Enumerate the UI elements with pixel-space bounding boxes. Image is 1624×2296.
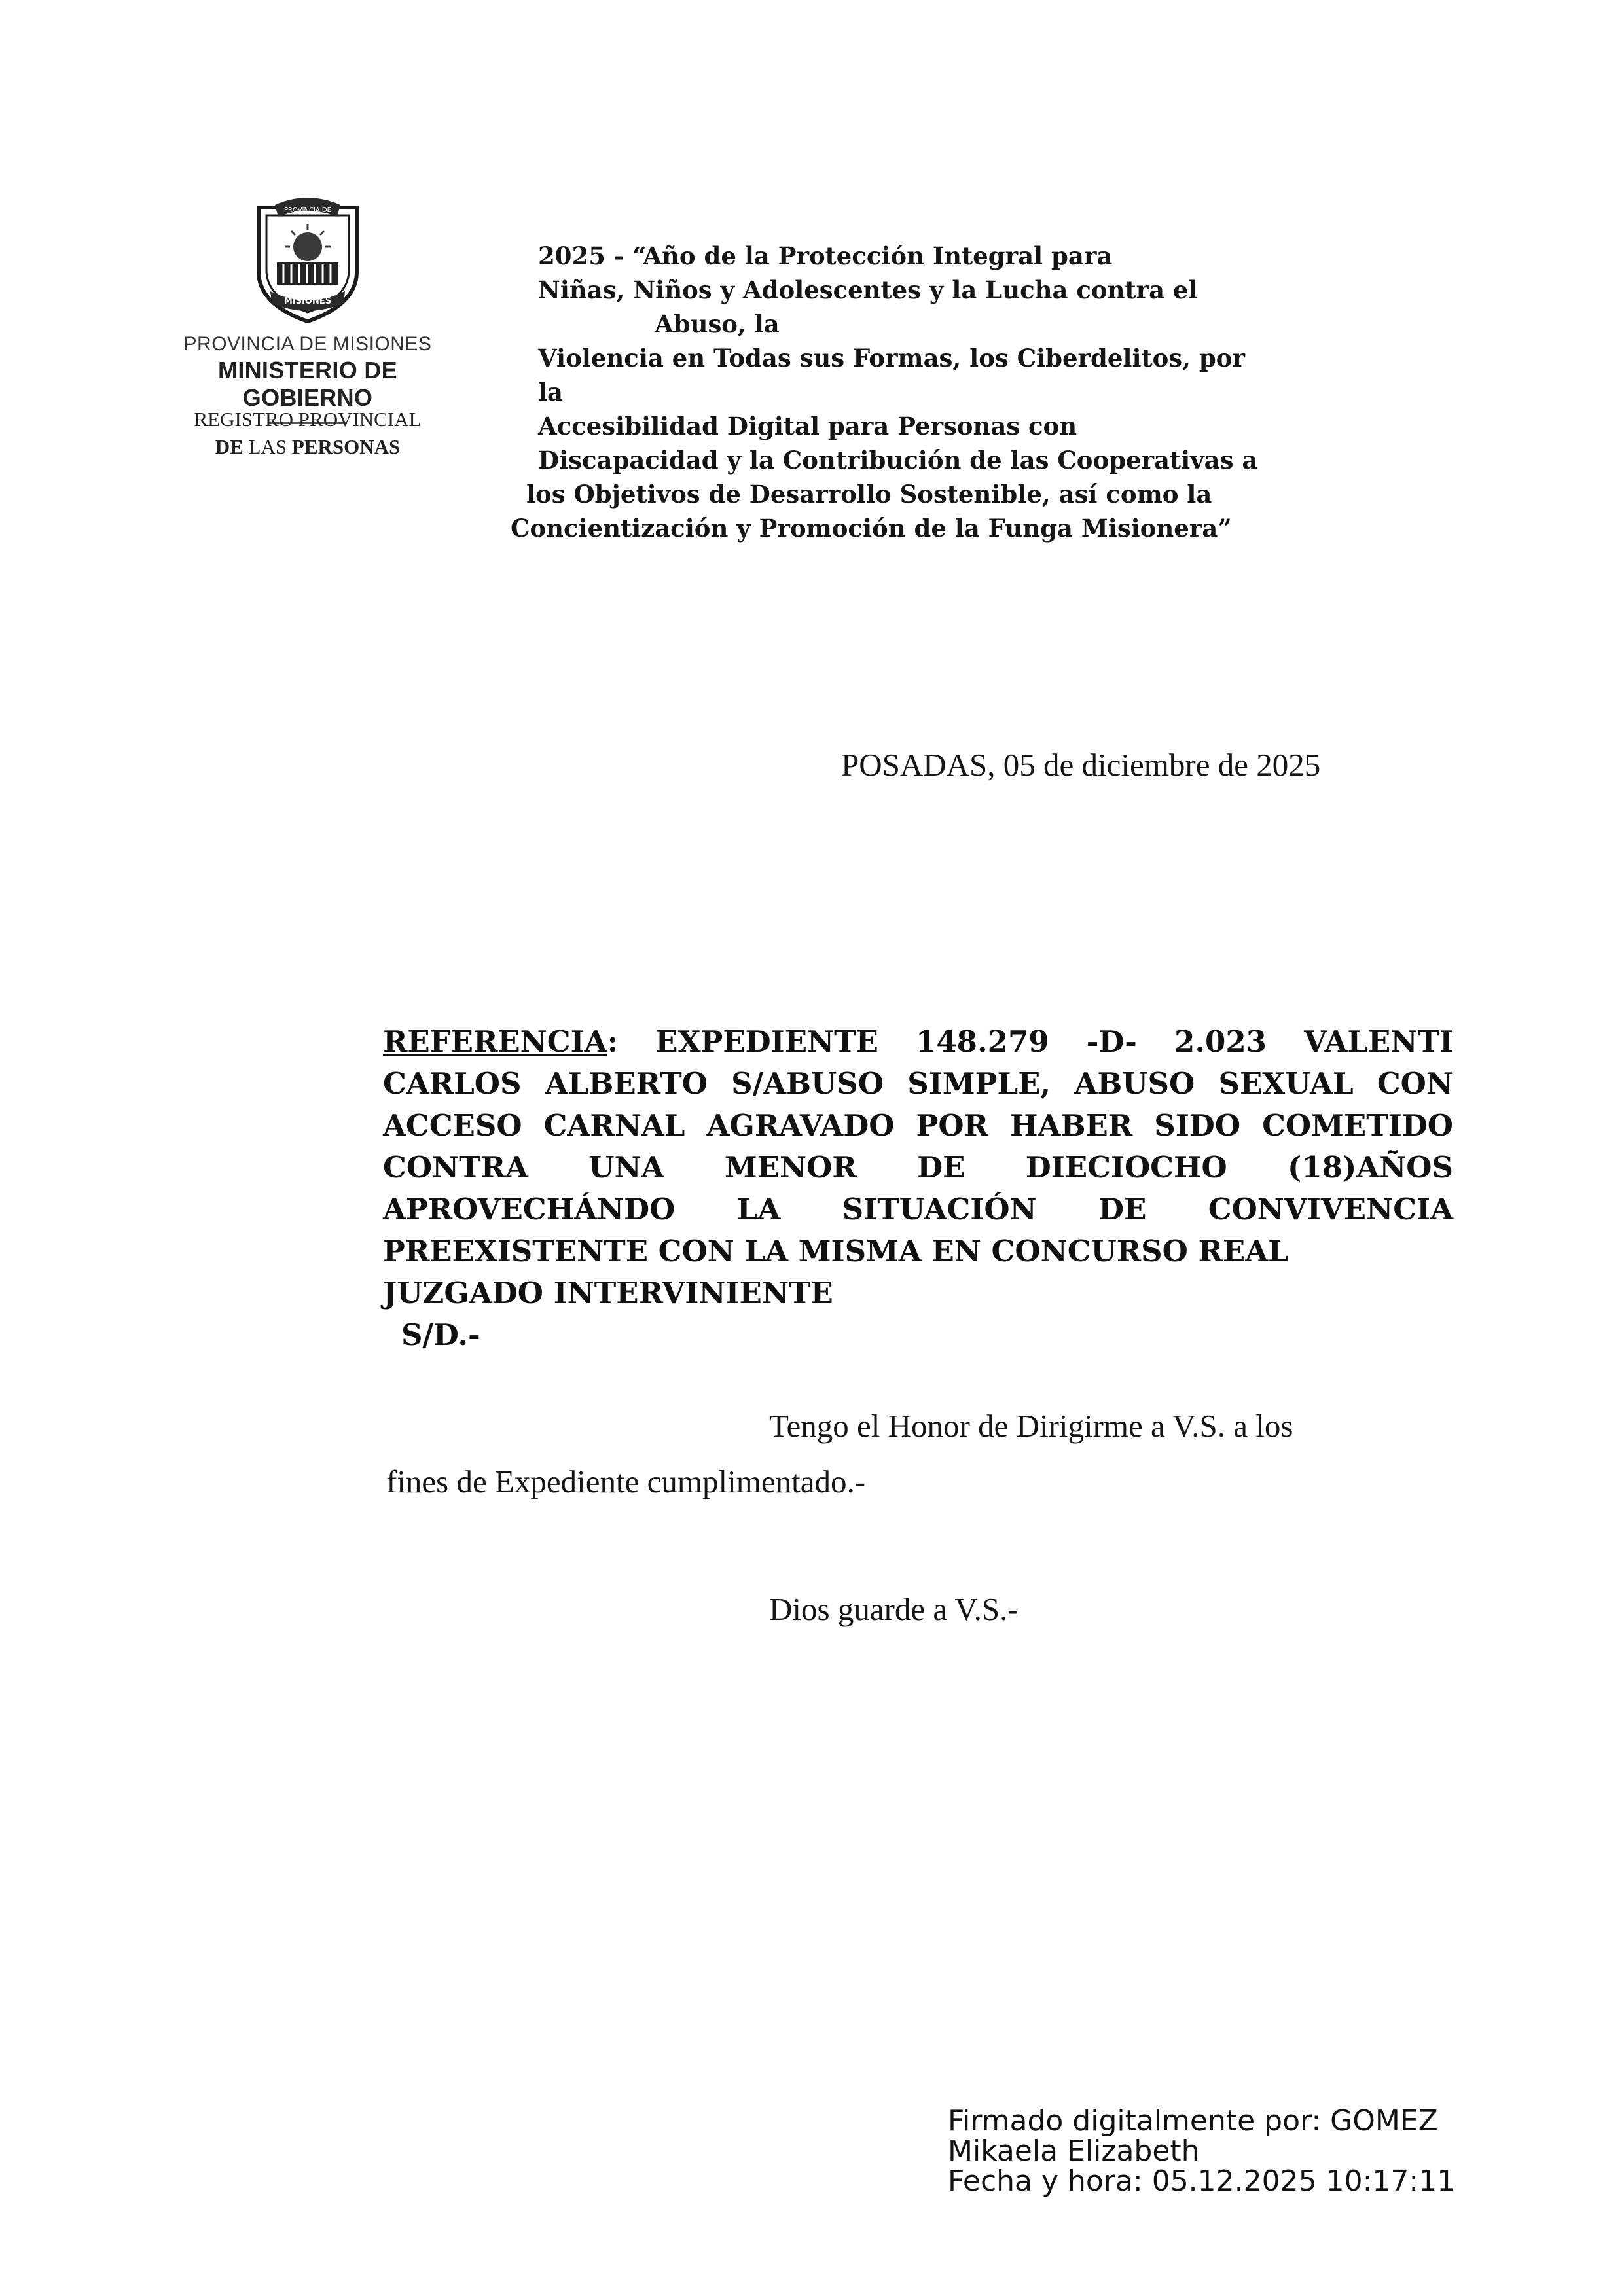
registry-name [151, 406, 465, 461]
slogan-line: Concientización y Promoción de la Funga Misionera” [511, 514, 1232, 543]
slogan-line: Accesibilidad Digital para Personas con [538, 412, 1077, 440]
svg-text:MISIONES: MISIONES [283, 296, 332, 306]
signature-timestamp: Fecha y hora: 05.12.2025 10:17:11 [948, 2164, 1456, 2198]
registry-line-1: REGISTRO PROVINCIAL [194, 408, 422, 431]
slogan-line: Discapacidad y la Contribución de las Cooperativas a [538, 446, 1258, 475]
slogan-line: Niñas, Niños y Adolescentes y la Lucha contra el [538, 276, 1198, 304]
ministry-name: MINISTERIO DE GOBIERNO [218, 357, 397, 411]
province-name: PROVINCIA DE MISIONES [183, 333, 432, 355]
sd-line: S/D.- [401, 1318, 480, 1352]
digital-signature [948, 2106, 1455, 2197]
reference-block [383, 1021, 1453, 1356]
slogan-line: 2025 - “Año de la Protección Integral para [538, 242, 1113, 270]
slogan-line: los Objetivos de Desarrollo Sostenible, así como la [526, 480, 1212, 509]
ministry-logo-block [151, 193, 465, 424]
slogan-line: Violencia en Todas sus Formas, los Ciberdelitos, por [538, 344, 1245, 372]
reference-line: PREEXISTENTE CON LA MISMA EN CONCURSO REAL [383, 1234, 1289, 1268]
reference-expediente: : EXPEDIENTE 148.279 -D- 2.023 VALENTI [607, 1024, 1453, 1059]
misiones-seal-icon [245, 193, 370, 324]
signature-signer: Firmado digitalmente por: GOMEZ [948, 2104, 1438, 2138]
document-date: POSADAS, 05 de diciembre de 2025 [841, 747, 1321, 783]
reference-line-1 [383, 1021, 1453, 1063]
slogan-line: la [538, 378, 564, 406]
closing-line: Dios guarde a V.S.- [769, 1591, 1019, 1627]
reference-line: CARLOS ALBERTO S/ABUSO SIMPLE, ABUSO SEXUAL CON [383, 1066, 1453, 1101]
body-line-1: Tengo el Honor de Dirigirme a V.S. a los [769, 1408, 1293, 1444]
reference-label: REFERENCIA [383, 1024, 607, 1059]
registry-line-2: DE LAS PERSONAS [215, 435, 401, 458]
court-line: JUZGADO INTERVINIENTE [383, 1276, 833, 1310]
year-slogan [497, 239, 1322, 545]
body-line-2: fines de Expediente cumplimentado.- [386, 1463, 866, 1499]
reference-line: APROVECHÁNDO LA SITUACIÓN DE CONVIVENCIA [383, 1192, 1453, 1227]
svg-text:PROVINCIA DE: PROVINCIA DE [284, 207, 331, 214]
slogan-line: Abuso, la [655, 310, 780, 338]
signature-name: Mikaela Elizabeth [948, 2134, 1200, 2168]
reference-line: ACCESO CARNAL AGRAVADO POR HABER SIDO COMETIDO [383, 1108, 1453, 1143]
reference-line: CONTRA UNA MENOR DE DIECIOCHO (18)AÑOS [383, 1150, 1453, 1185]
